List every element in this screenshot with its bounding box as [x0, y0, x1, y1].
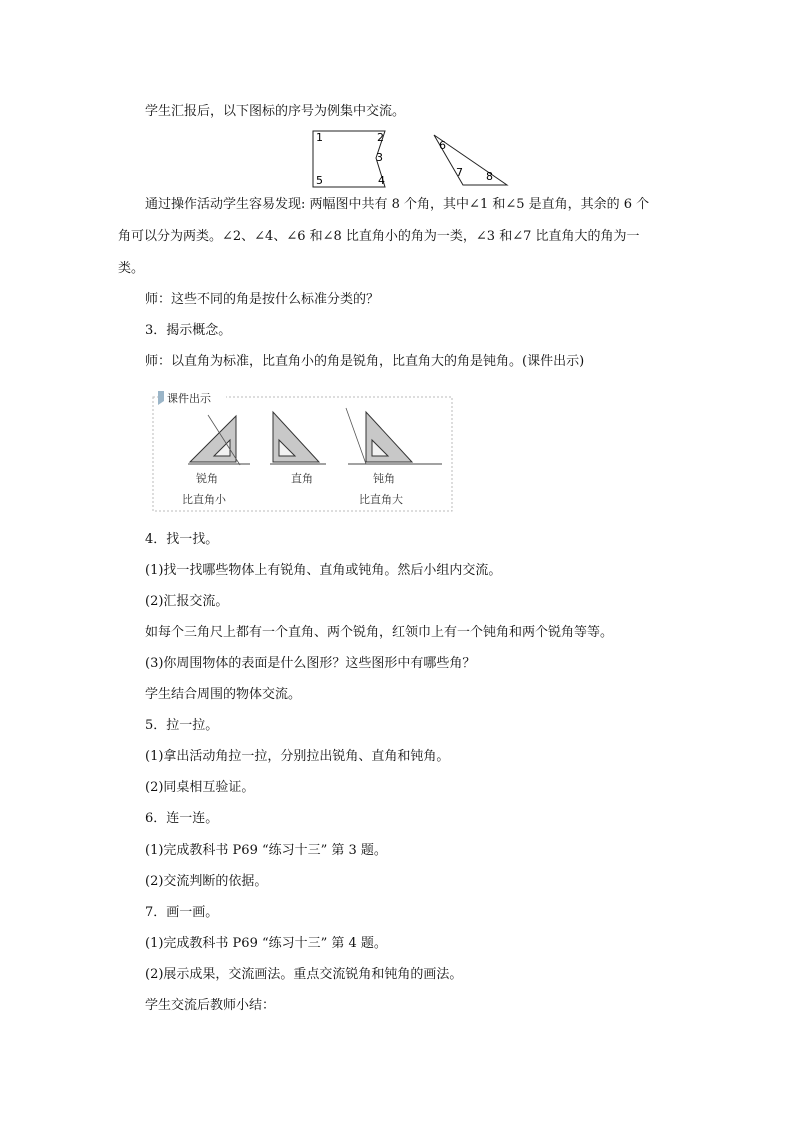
para-discovery-1: 通过操作活动学生容易发现: 两幅图中共有 8 个角，其中∠1 和∠5 是直角，其余的 6 个: [145, 197, 650, 212]
polygon-shape: [313, 131, 385, 187]
para-find-exchange: 学生结合周围的物体交流。: [145, 687, 302, 702]
courseware-header: 课件出示: [167, 392, 211, 405]
sublabel-larger: 比直角大: [359, 493, 403, 506]
para-discovery-2: 角可以分为两类。∠2、∠4、∠6 和∠8 比直角小的角为一类，∠3 和∠7 比直角大的角为一: [118, 229, 640, 244]
para-draw-1: (1)完成教科书 P69 “练习十三” 第 4 题。: [145, 936, 387, 951]
para-find-3: (3)你周围物体的表面是什么图形？这些图形中有哪些角？: [145, 656, 476, 671]
para-teacher-concept: 师：以直角为标准，比直角小的角是锐角，比直角大的角是钝角。(课件出示): [145, 354, 585, 369]
set-square-obtuse: [346, 408, 442, 464]
heading-draw: 7．画一画。: [145, 905, 219, 920]
para-pull-2: (2)同桌相互验证。: [145, 780, 255, 795]
angle-number-6: 6: [439, 139, 446, 152]
heading-reveal-concept: 3．揭示概念。: [145, 323, 232, 338]
angle-number-2: 2: [377, 131, 384, 144]
courseware-figure: [152, 387, 454, 513]
heading-pull: 5．拉一拉。: [145, 718, 219, 733]
angle-number-1: 1: [316, 131, 323, 144]
para-find-1: (1)找一找哪些物体上有锐角、直角或钝角。然后小组内交流。: [145, 563, 502, 578]
sublabel-smaller: 比直角小: [182, 493, 226, 506]
para-report-intro: 学生汇报后，以下图标的序号为例集中交流。: [145, 104, 406, 119]
angle-number-3: 3: [376, 151, 383, 164]
para-find-example: 如每个三角尺上都有一个直角、两个锐角，红领巾上有一个钝角和两个锐角等等。: [145, 625, 614, 640]
angle-number-8: 8: [486, 170, 493, 183]
para-connect-1: (1)完成教科书 P69 “练习十三” 第 3 题。: [145, 843, 387, 858]
angle-number-5: 5: [316, 174, 323, 187]
angle-number-7: 7: [456, 166, 463, 179]
para-find-2: (2)汇报交流。: [145, 594, 229, 609]
label-obtuse: 钝角: [373, 472, 395, 485]
set-square-acute: [188, 415, 250, 465]
angle-number-4: 4: [378, 174, 385, 187]
set-square-right: [270, 412, 326, 464]
heading-connect: 6．连一连。: [145, 811, 219, 826]
para-teacher-question: 师：这些不同的角是按什么标准分类的？: [145, 292, 380, 307]
para-pull-1: (1)拿出活动角拉一拉，分别拉出锐角、直角和钝角。: [145, 749, 450, 764]
angle-figure-polygons: [310, 128, 510, 190]
para-draw-2: (2)展示成果，交流画法。重点交流锐角和钝角的画法。: [145, 967, 463, 982]
label-right: 直角: [291, 472, 313, 485]
heading-find: 4．找一找。: [145, 532, 219, 547]
label-acute: 锐角: [196, 472, 218, 485]
para-summary: 学生交流后教师小结：: [145, 998, 276, 1013]
para-discovery-3: 类。: [118, 261, 145, 276]
para-connect-2: (2)交流判断的依据。: [145, 874, 268, 889]
